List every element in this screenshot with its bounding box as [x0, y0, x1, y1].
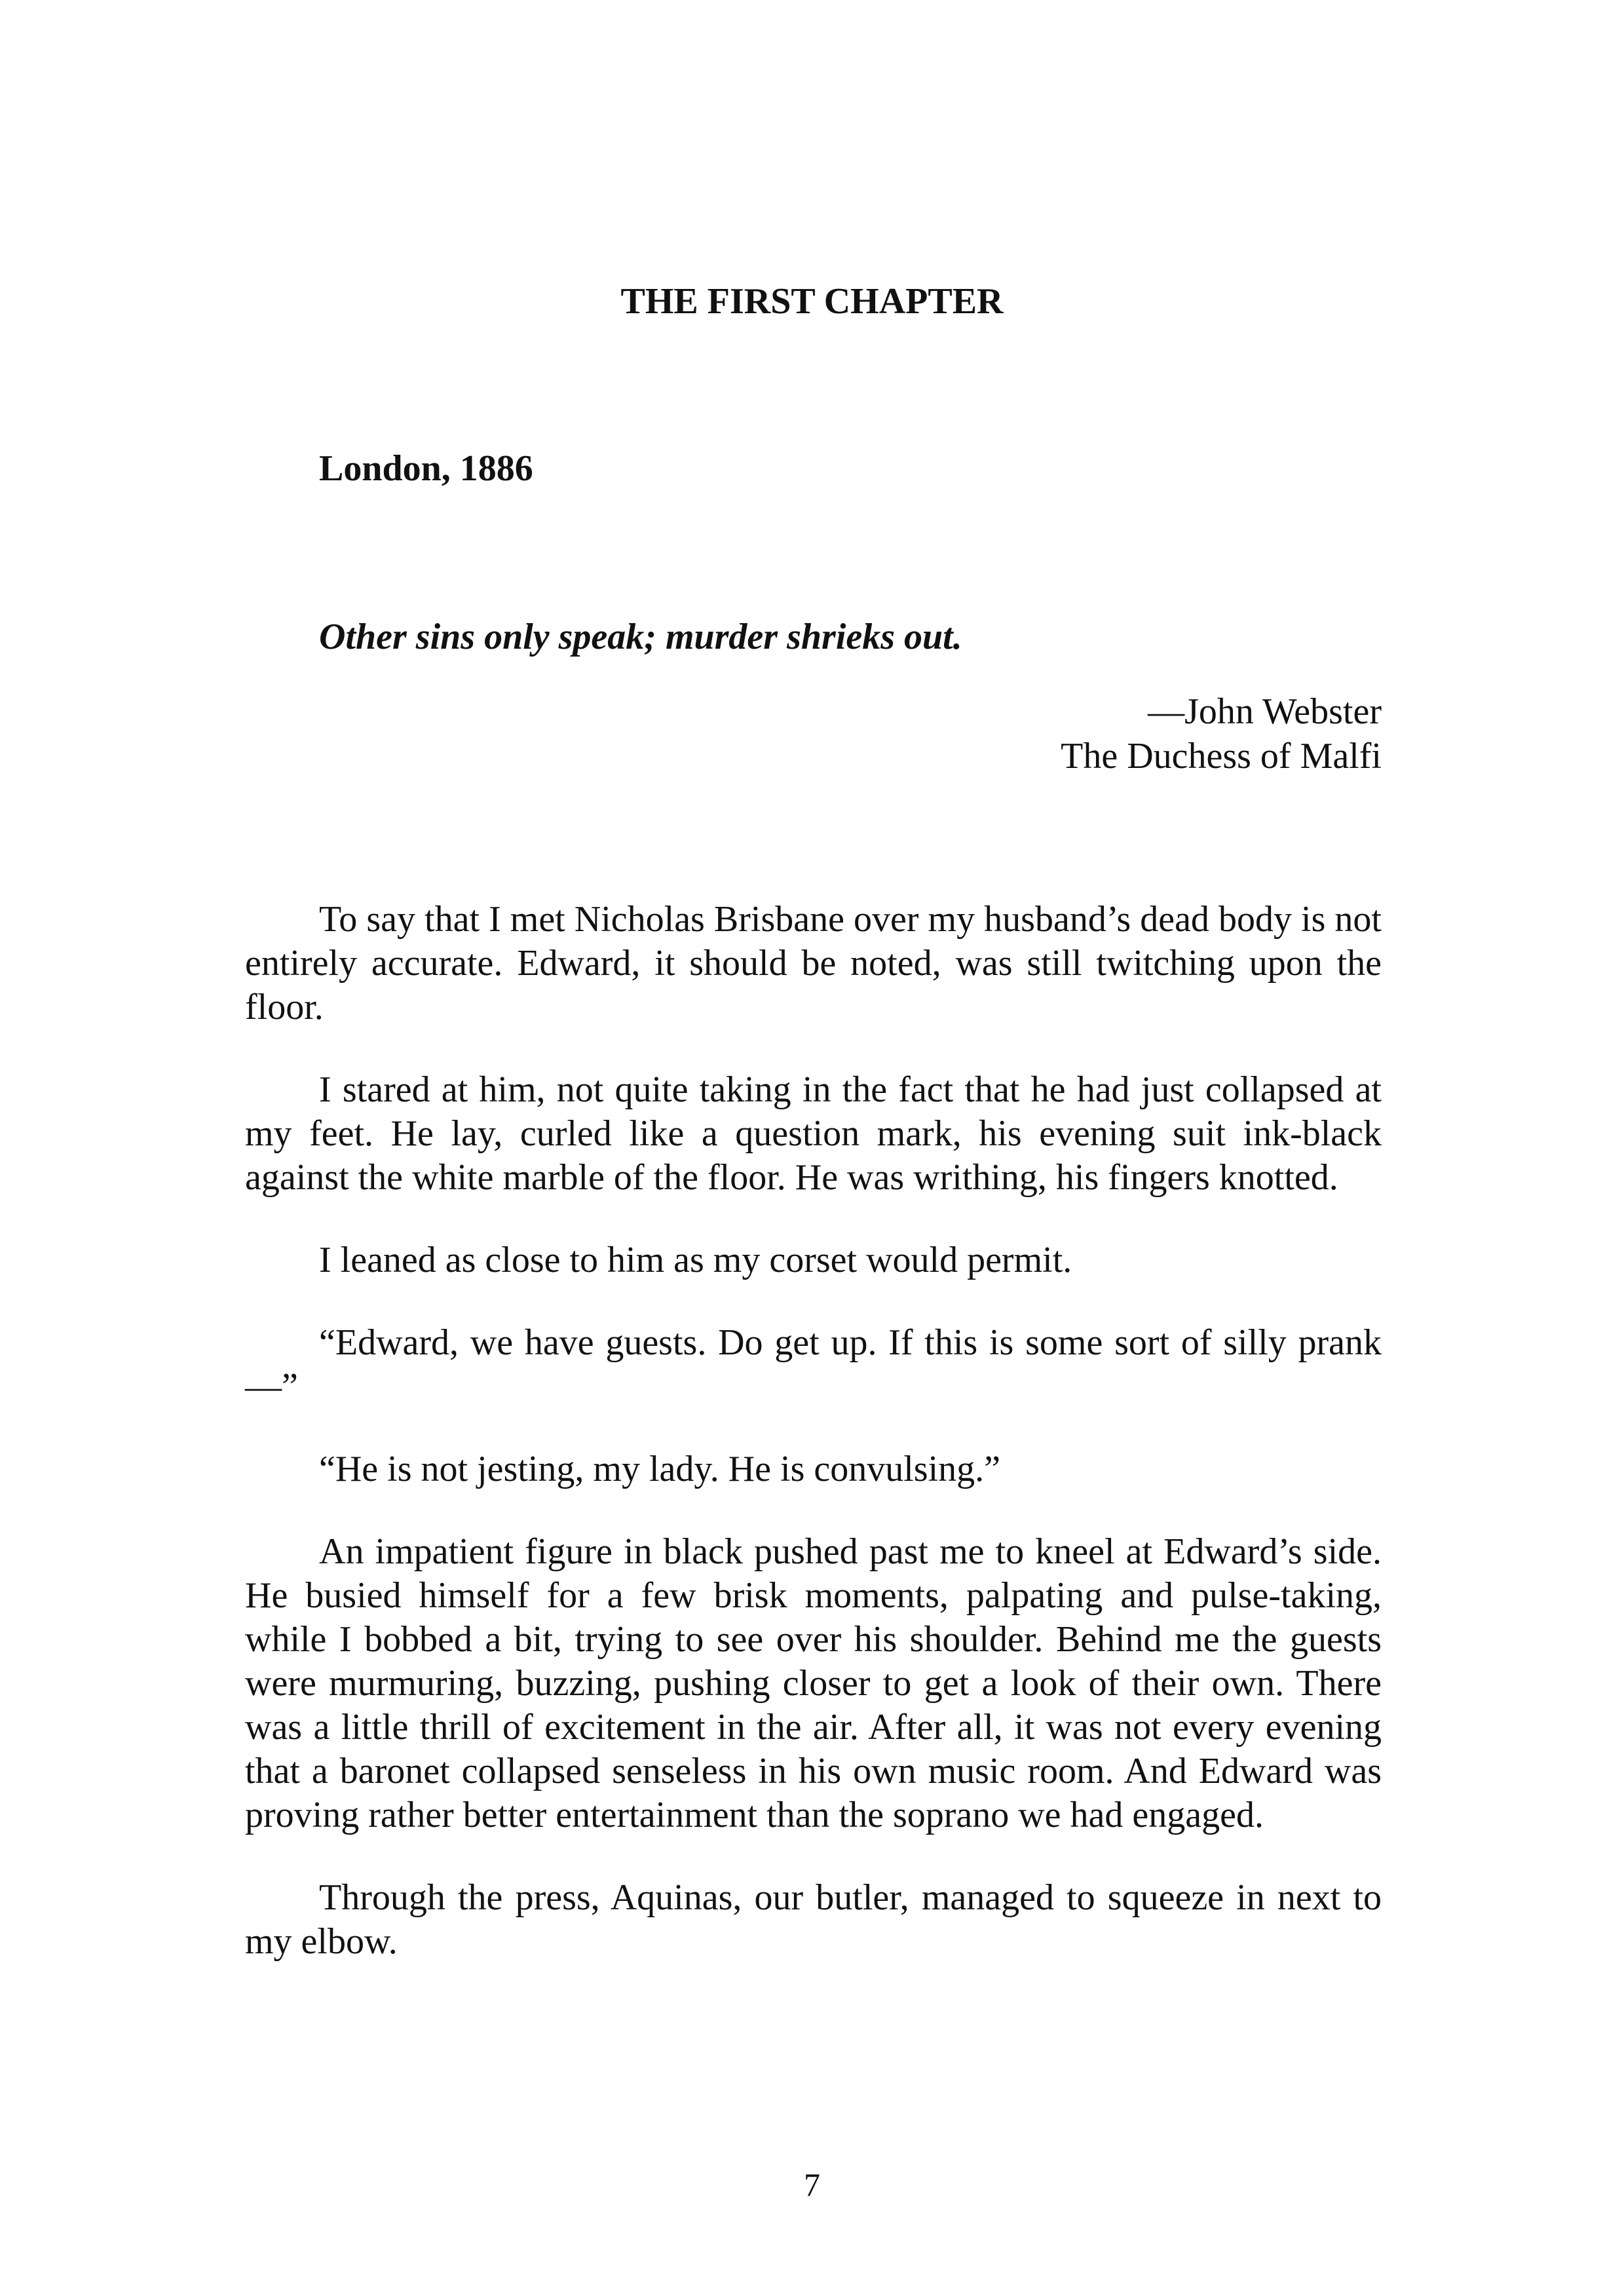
paragraph: “He is not jesting, my lady. He is convulsing.” — [319, 1449, 1000, 1489]
epigraph-author: —John Webster — [1148, 691, 1382, 732]
epigraph-source: The Duchess of Malfi — [1061, 736, 1382, 776]
page-number: 7 — [804, 2166, 820, 2203]
paragraph: Through the press, Aquinas, our butler, managed to squeeze in next to my elbow. — [245, 1877, 1382, 1962]
chapter-title: THE FIRST CHAPTER — [620, 281, 1004, 322]
paragraph: “Edward, we have guests. Do get up. If this is some sort of silly prank—” — [245, 1322, 1382, 1407]
epigraph-attribution — [245, 689, 1382, 778]
setting-heading: London, 1886 — [319, 448, 533, 489]
paragraph: To say that I met Nicholas Brisbane over my husband’s dead body is not entirely accurate. Edward, it should be noted, was still twitching upon the floor. — [245, 899, 1382, 1027]
epigraph-quote: Other sins only speak; murder shrieks out. — [319, 617, 962, 657]
body-text — [245, 898, 1382, 2002]
paragraph: I stared at him, not quite taking in the fact that he had just collapsed at my feet. He lay, curled like a question mark, his evening suit ink-black against the white marble of the floor. He was writhing, his fingers knotted. — [245, 1069, 1382, 1198]
paragraph: I leaned as close to him as my corset would permit. — [319, 1240, 1072, 1280]
paragraph: An impatient figure in black pushed past me to kneel at Edward’s side. He busied himself for a few brisk moments, palpating and pulse-taking, while I bobbed a bit, trying to see over his shoulder. Behind me the guests were murmuring, buzzing, pushing closer to get a look of their own. There was a little thrill of excitement in the air. After all, it was not every evening that a baronet collapsed senseless in his own music room. And Edward was proving rather better entertainment than the soprano we had engaged. — [245, 1531, 1382, 1835]
